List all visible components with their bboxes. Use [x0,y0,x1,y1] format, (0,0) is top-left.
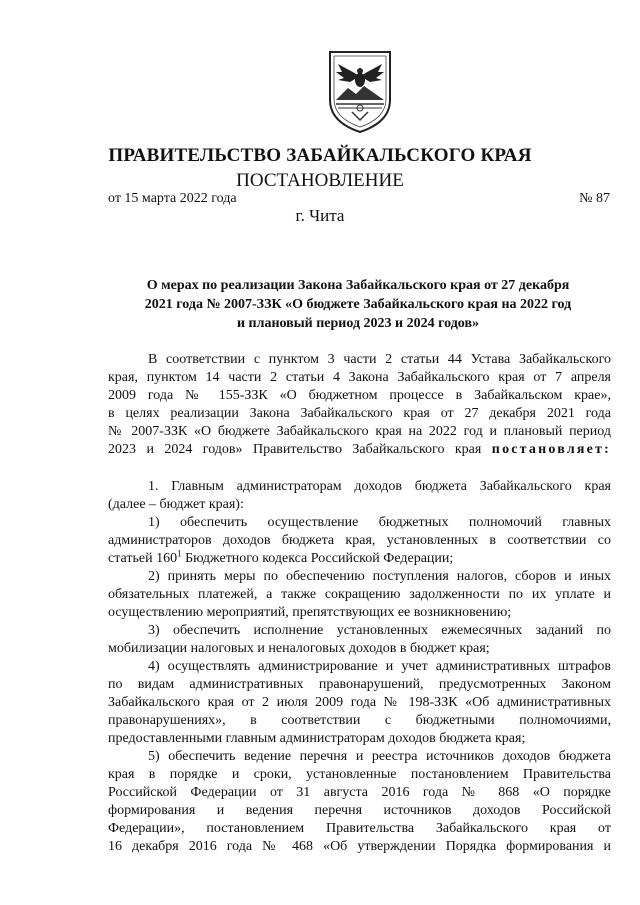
text-line: 4) осуществлять администрирование и учет административных штрафов [148,659,611,674]
text-line: 1. Главным администраторам доходов бюджета Забайкальского края [148,479,611,494]
title-line: 2021 года № 2007-ЗЗК «О бюджете Забайкальского края на 2022 год [144,297,572,312]
article-ref: статьей 160 [108,551,178,566]
text-line: формирования и ведения перечня источников доходов Российской [108,803,611,818]
subitem-3-paragraph [108,622,611,658]
subitem-5-paragraph [108,748,611,856]
text-line: (далее – бюджет края): [108,497,244,512]
text-line: Российской Федерации от 31 августа 2016 года № 868 «О порядке [108,785,611,800]
article-ref-tail: Бюджетного кодекса Российской Федерации; [181,551,454,566]
article-superscript: 1 [177,548,182,559]
text-line: правонарушениях», в соответствии с бюджетными полномочиями, [108,713,611,728]
text-line: администраторов доходов бюджета края, установленных в соответствии со [108,533,611,548]
government-name: ПРАВИТЕЛЬСТВО ЗАБАЙКАЛЬСКОГО КРАЯ [108,145,532,166]
text-line: 2009 года № 155-ЗЗК «О бюджетном процессе в Забайкальском крае», [108,388,611,403]
document-city: г. Чита [295,206,345,225]
title-line: О мерах по реализации Закона Забайкальского края от 27 декабря [146,278,570,293]
text-line: Забайкальского края от 2 июля 2009 года № 198-ЗЗК «Об административных [108,695,611,710]
text-line: края в порядке и сроки, установленные постановлением Правительства [108,767,611,782]
text-line: 16 декабря 2016 года № 468 «Об утверждении Порядка формирования и [108,839,611,854]
decree-word: постановляет: [491,442,612,457]
text-line: края, пунктом 14 части 2 статьи 4 Закона Забайкальского края от 7 апреля [108,370,611,385]
text-line: в целях реализации Закона Забайкальского края от 27 декабря 2021 года [108,406,611,421]
text-line: предоставленными главным администраторам доходов бюджета края; [108,731,526,746]
document-title [108,276,608,333]
text-line: 2) принять меры по обеспечению поступления налогов, сборов и иных [148,569,611,584]
text-line: 5) обеспечить ведение перечня и реестра источников доходов бюджета [148,749,611,764]
text-line: мобилизации налоговых и неналоговых доходов в бюджет края; [108,641,490,656]
title-line: и плановый период 2023 и 2024 годов» [236,316,480,331]
document-body [108,351,611,856]
document-type: ПОСТАНОВЛЕНИЕ [236,170,404,191]
text-line [108,550,611,568]
document-date: от 15 марта 2022 года [108,191,237,206]
text-line: 3) обеспечить исполнение установленных ежемесячных заданий по [148,623,611,638]
document-number: № 87 [579,191,610,206]
coat-of-arms-emblem [326,50,394,134]
text-line: № 2007-ЗЗК «О бюджете Забайкальского края на 2022 год и плановый период [108,424,611,439]
subitem-2-paragraph [108,568,611,622]
text-line [108,441,611,459]
text-line: осуществлению мероприятий, препятствующих ее возникновению; [108,605,512,620]
preamble-last-text: 2023 и 2024 годов» Правительство Забайкальского края [108,442,482,457]
text-line: 1) обеспечить осуществление бюджетных полномочий главных [148,515,611,530]
text-line: Федерации», постановлением Правительства Забайкальского края от [108,821,611,836]
preamble-paragraph [108,351,611,459]
item-1-paragraph [108,478,611,514]
text-line: по видам административных правонарушений, предусмотренных Законом [108,677,611,692]
text-line: обязательных платежей, а также сокращению задолженности по их уплате и [108,587,611,602]
subitem-4-paragraph [108,658,611,748]
text-line: В соответствии с пунктом 3 части 2 статьи 44 Устава Забайкальского [148,352,611,367]
subitem-1-paragraph [108,514,611,568]
